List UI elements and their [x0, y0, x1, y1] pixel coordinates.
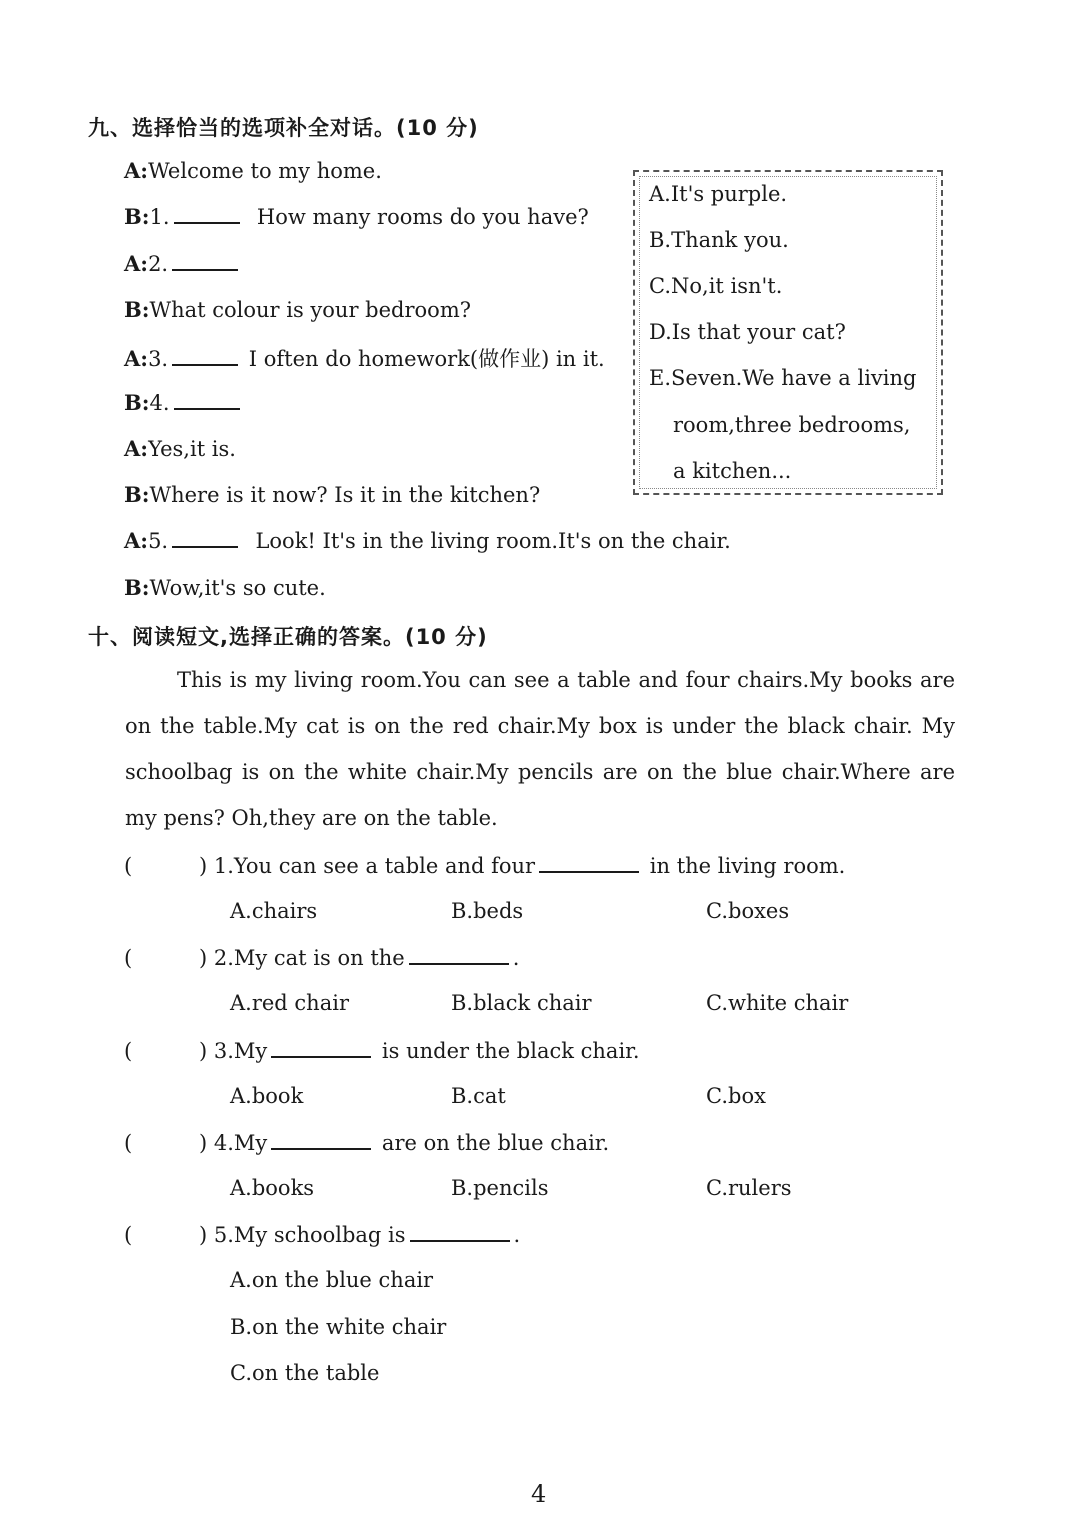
answer-paren[interactable]: ( ) — [124, 1223, 208, 1247]
section10-heading: 十、阅读短文,选择正确的答案。(10 分) — [88, 625, 488, 649]
dialog-line: B:1. How many rooms do you have? — [124, 204, 589, 229]
reading-passage: This is my living room.You can see a table and four chairs.My books are on the table.My cat is on the red chair.My box is under the black chair. My schoolbag is on the white chair.My pencils are on the blue chair.Where are my pens? Oh,they are on the table. — [125, 668, 955, 830]
section9-heading: 九、选择恰当的选项补全对话。(10 分) — [88, 116, 479, 140]
answer-paren[interactable]: ( ) — [124, 854, 208, 878]
choices-box — [633, 170, 943, 495]
question-text: is under the black chair. — [381, 1039, 640, 1063]
question-blank — [271, 1038, 371, 1058]
question-blank — [410, 1222, 510, 1242]
option-c: C.box — [706, 1084, 766, 1108]
option-c: C.on the table — [230, 1361, 380, 1385]
speaker: B — [124, 390, 142, 415]
dialog-text: I often do homework(做作业) in it. — [248, 347, 605, 371]
question-text: . — [512, 946, 520, 970]
speaker: A — [124, 158, 141, 183]
dialog-text: Yes,it is. — [148, 437, 236, 461]
question-text: . — [513, 1223, 521, 1247]
dialog-line: A:5. Look! It's in the living room.It's on the chair. — [124, 528, 731, 553]
question-blank — [271, 1130, 371, 1150]
option-a: A.red chair — [230, 991, 349, 1015]
answer-blank[interactable] — [174, 204, 240, 224]
option-b: B.on the white chair — [230, 1315, 447, 1339]
speaker: A — [124, 251, 141, 276]
option-c: C.rulers — [706, 1176, 792, 1200]
option-a: A.book — [230, 1084, 304, 1108]
option-a: A.books — [230, 1176, 315, 1200]
option-b: B.beds — [451, 899, 524, 923]
option-b: B.black chair — [451, 991, 592, 1015]
speaker: A — [124, 346, 141, 371]
question-1 — [124, 853, 845, 878]
speaker: B — [124, 297, 142, 322]
dialog-text: Look! It's in the living room.It's on the chair. — [255, 529, 731, 553]
option-c: C.boxes — [706, 899, 790, 923]
dialog-line: B:Wow,it's so cute. — [124, 575, 326, 600]
dialog-text: Wow,it's so cute. — [149, 576, 326, 600]
option-b: B.pencils — [451, 1176, 549, 1200]
question-blank — [539, 853, 639, 873]
question-text: 5.My schoolbag is — [213, 1223, 406, 1247]
option-b: B.cat — [451, 1084, 506, 1108]
choice-e: E.Seven.We have a living — [649, 366, 917, 390]
answer-blank[interactable] — [172, 251, 238, 271]
blank-number: 4. — [149, 391, 170, 415]
question-blank — [409, 945, 509, 965]
option-c: C.white chair — [706, 991, 849, 1015]
choice-e-cont: a kitchen... — [673, 459, 792, 483]
dialog-text: Welcome to my home. — [148, 159, 382, 183]
question-2 — [124, 945, 519, 970]
dialog-text: What colour is your bedroom? — [149, 298, 471, 322]
blank-number: 5. — [148, 529, 169, 553]
choice-b: B.Thank you. — [649, 228, 789, 252]
dialog-line: A:2. — [124, 251, 242, 276]
choice-c: C.No,it isn't. — [649, 274, 783, 298]
question-4 — [124, 1130, 609, 1155]
option-a: A.chairs — [230, 899, 318, 923]
answer-paren[interactable]: ( ) — [124, 1131, 208, 1155]
dialog-line: B:Where is it now? Is it in the kitchen? — [124, 482, 541, 507]
option-a: A.on the blue chair — [230, 1268, 434, 1292]
question-text: 2.My cat is on the — [213, 946, 405, 970]
question-text: are on the blue chair. — [381, 1131, 610, 1155]
answer-blank[interactable] — [172, 528, 238, 548]
blank-number: 2. — [148, 252, 169, 276]
answer-paren[interactable]: ( ) — [124, 946, 208, 970]
dialog-line: A:Yes,it is. — [124, 436, 236, 461]
page-number: 4 — [531, 1480, 547, 1508]
question-text: 1.You can see a table and four — [213, 854, 536, 878]
choice-d: D.Is that your cat? — [649, 320, 846, 344]
speaker: A — [124, 528, 141, 553]
question-text: 4.My — [213, 1131, 268, 1155]
dialog-line: B:4. — [124, 390, 244, 415]
question-3 — [124, 1038, 640, 1063]
answer-blank[interactable] — [172, 346, 238, 366]
speaker: B — [124, 575, 142, 600]
dialog-line: A:Welcome to my home. — [124, 158, 382, 183]
dialog-text: Where is it now? Is it in the kitchen? — [149, 483, 541, 507]
choice-e-cont: room,three bedrooms, — [673, 413, 911, 437]
blank-number: 1. — [149, 205, 170, 229]
dialog-line: A:3. I often do homework(做作业) in it. — [124, 346, 605, 371]
question-5 — [124, 1222, 520, 1247]
dialog-text: How many rooms do you have? — [256, 205, 589, 229]
speaker: B — [124, 204, 142, 229]
speaker: A — [124, 436, 141, 461]
answer-paren[interactable]: ( ) — [124, 1039, 208, 1063]
dialog-line: B:What colour is your bedroom? — [124, 297, 471, 322]
choice-a: A.It's purple. — [649, 182, 788, 206]
question-text: 3.My — [213, 1039, 268, 1063]
question-text: in the living room. — [649, 854, 846, 878]
blank-number: 3. — [148, 347, 169, 371]
speaker: B — [124, 482, 142, 507]
answer-blank[interactable] — [174, 390, 240, 410]
